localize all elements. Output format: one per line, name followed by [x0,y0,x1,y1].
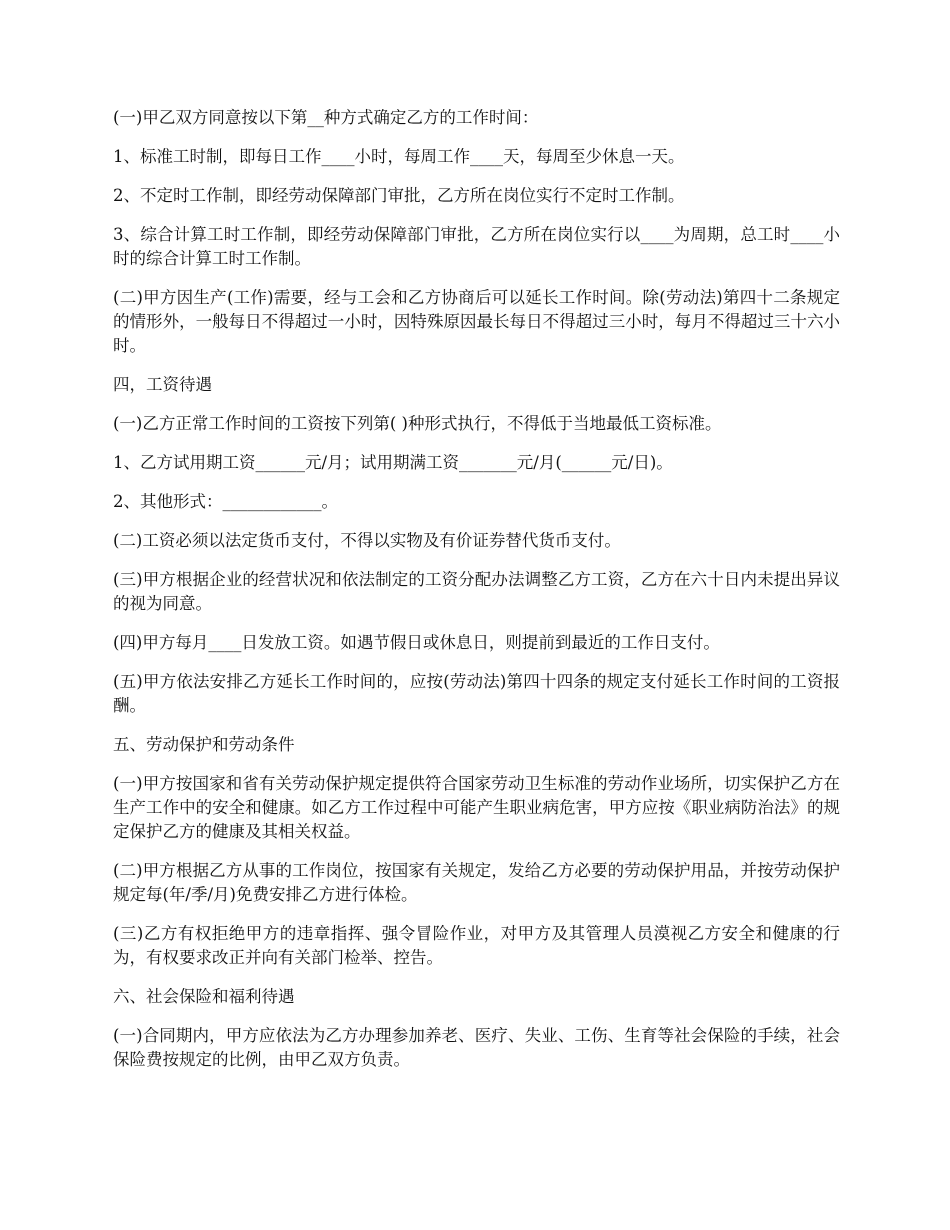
paragraph-overtime: (二)甲方因生产(工作)需要，经与工会和乙方协商后可以延长工作时间。除(劳动法)第四十二条规定的情形外，一般每日不得超过一小时，因特殊原因最长每日不得超过三小时，每月不得超过三十六小时。 [113,288,840,355]
paragraph-overtime-pay: (五)甲方依法安排乙方延长工作时间的，应按(劳动法)第四十四条的规定支付延长工作时间的工资报酬。 [113,672,840,715]
document-body [113,106,840,1087]
paragraph-work-time-method: (一)甲乙双方同意按以下第__种方式确定乙方的工作时间： [113,108,539,127]
paragraph-standard-hours: 1、标准工时制，即每日工作____小时，每周工作____天，每周至少休息一天。 [113,147,685,166]
paragraph-comprehensive-hours: 3、综合计算工时工作制，即经劳动保障部门审批，乙方所在岗位实行以____为周期，总工时____小时的综合计算工时工作制。 [113,225,840,268]
paragraph-protective-equipment: (二)甲方根据乙方从事的工作岗位，按国家有关规定，发给乙方必要的劳动保护用品，并按劳动保护规定每(年/季/月)免费安排乙方进行体检。 [113,861,840,904]
paragraph-workplace-safety: (一)甲方按国家和省有关劳动保护规定提供符合国家劳动卫生标准的劳动作业场所，切实保护乙方在生产工作中的安全和健康。如乙方工作过程中可能产生职业病危害，甲方应按《职业病防治法》的规定保护乙方的健康及其相关权益。 [113,774,840,841]
paragraph-refuse-unsafe-work: (三)乙方有权拒绝甲方的违章指挥、强令冒险作业，对甲方及其管理人员漠视乙方安全和健康的行为，有权要求改正并向有关部门检举、控告。 [113,924,840,967]
paragraph-wage-adjustment: (三)甲方根据企业的经营状况和依法制定的工资分配办法调整乙方工资，乙方在六十日内未提出异议的视为同意。 [113,570,840,613]
paragraph-payday: (四)甲方每月____日发放工资。如遇节假日或休息日，则提前到最近的工作日支付。 [113,633,720,652]
paragraph-probation-wage: 1、乙方试用期工资______元/月；试用期满工资_______元/月(______元/日)。 [113,453,673,472]
paragraph-other-form: 2、其他形式：____________。 [113,492,338,511]
paragraph-flexible-hours: 2、不定时工作制，即经劳动保障部门审批，乙方所在岗位实行不定时工作制。 [113,186,685,205]
section-heading-labor-protection: 五、劳动保护和劳动条件 [113,735,295,754]
paragraph-social-insurance: (一)合同期内，甲方应依法为乙方办理参加养老、医疗、失业、工伤、生育等社会保险的手续，社会保险费按规定的比例，由甲乙双方负责。 [113,1026,840,1069]
paragraph-wage-form: (一)乙方正常工作时间的工资按下列第( )种形式执行，不得低于当地最低工资标准。 [113,414,722,433]
paragraph-legal-currency: (二)工资必须以法定货币支付，不得以实物及有价证券替代货币支付。 [113,531,621,550]
section-heading-wages: 四，工资待遇 [113,375,212,394]
section-heading-social-insurance: 六、社会保险和福利待遇 [113,987,295,1006]
